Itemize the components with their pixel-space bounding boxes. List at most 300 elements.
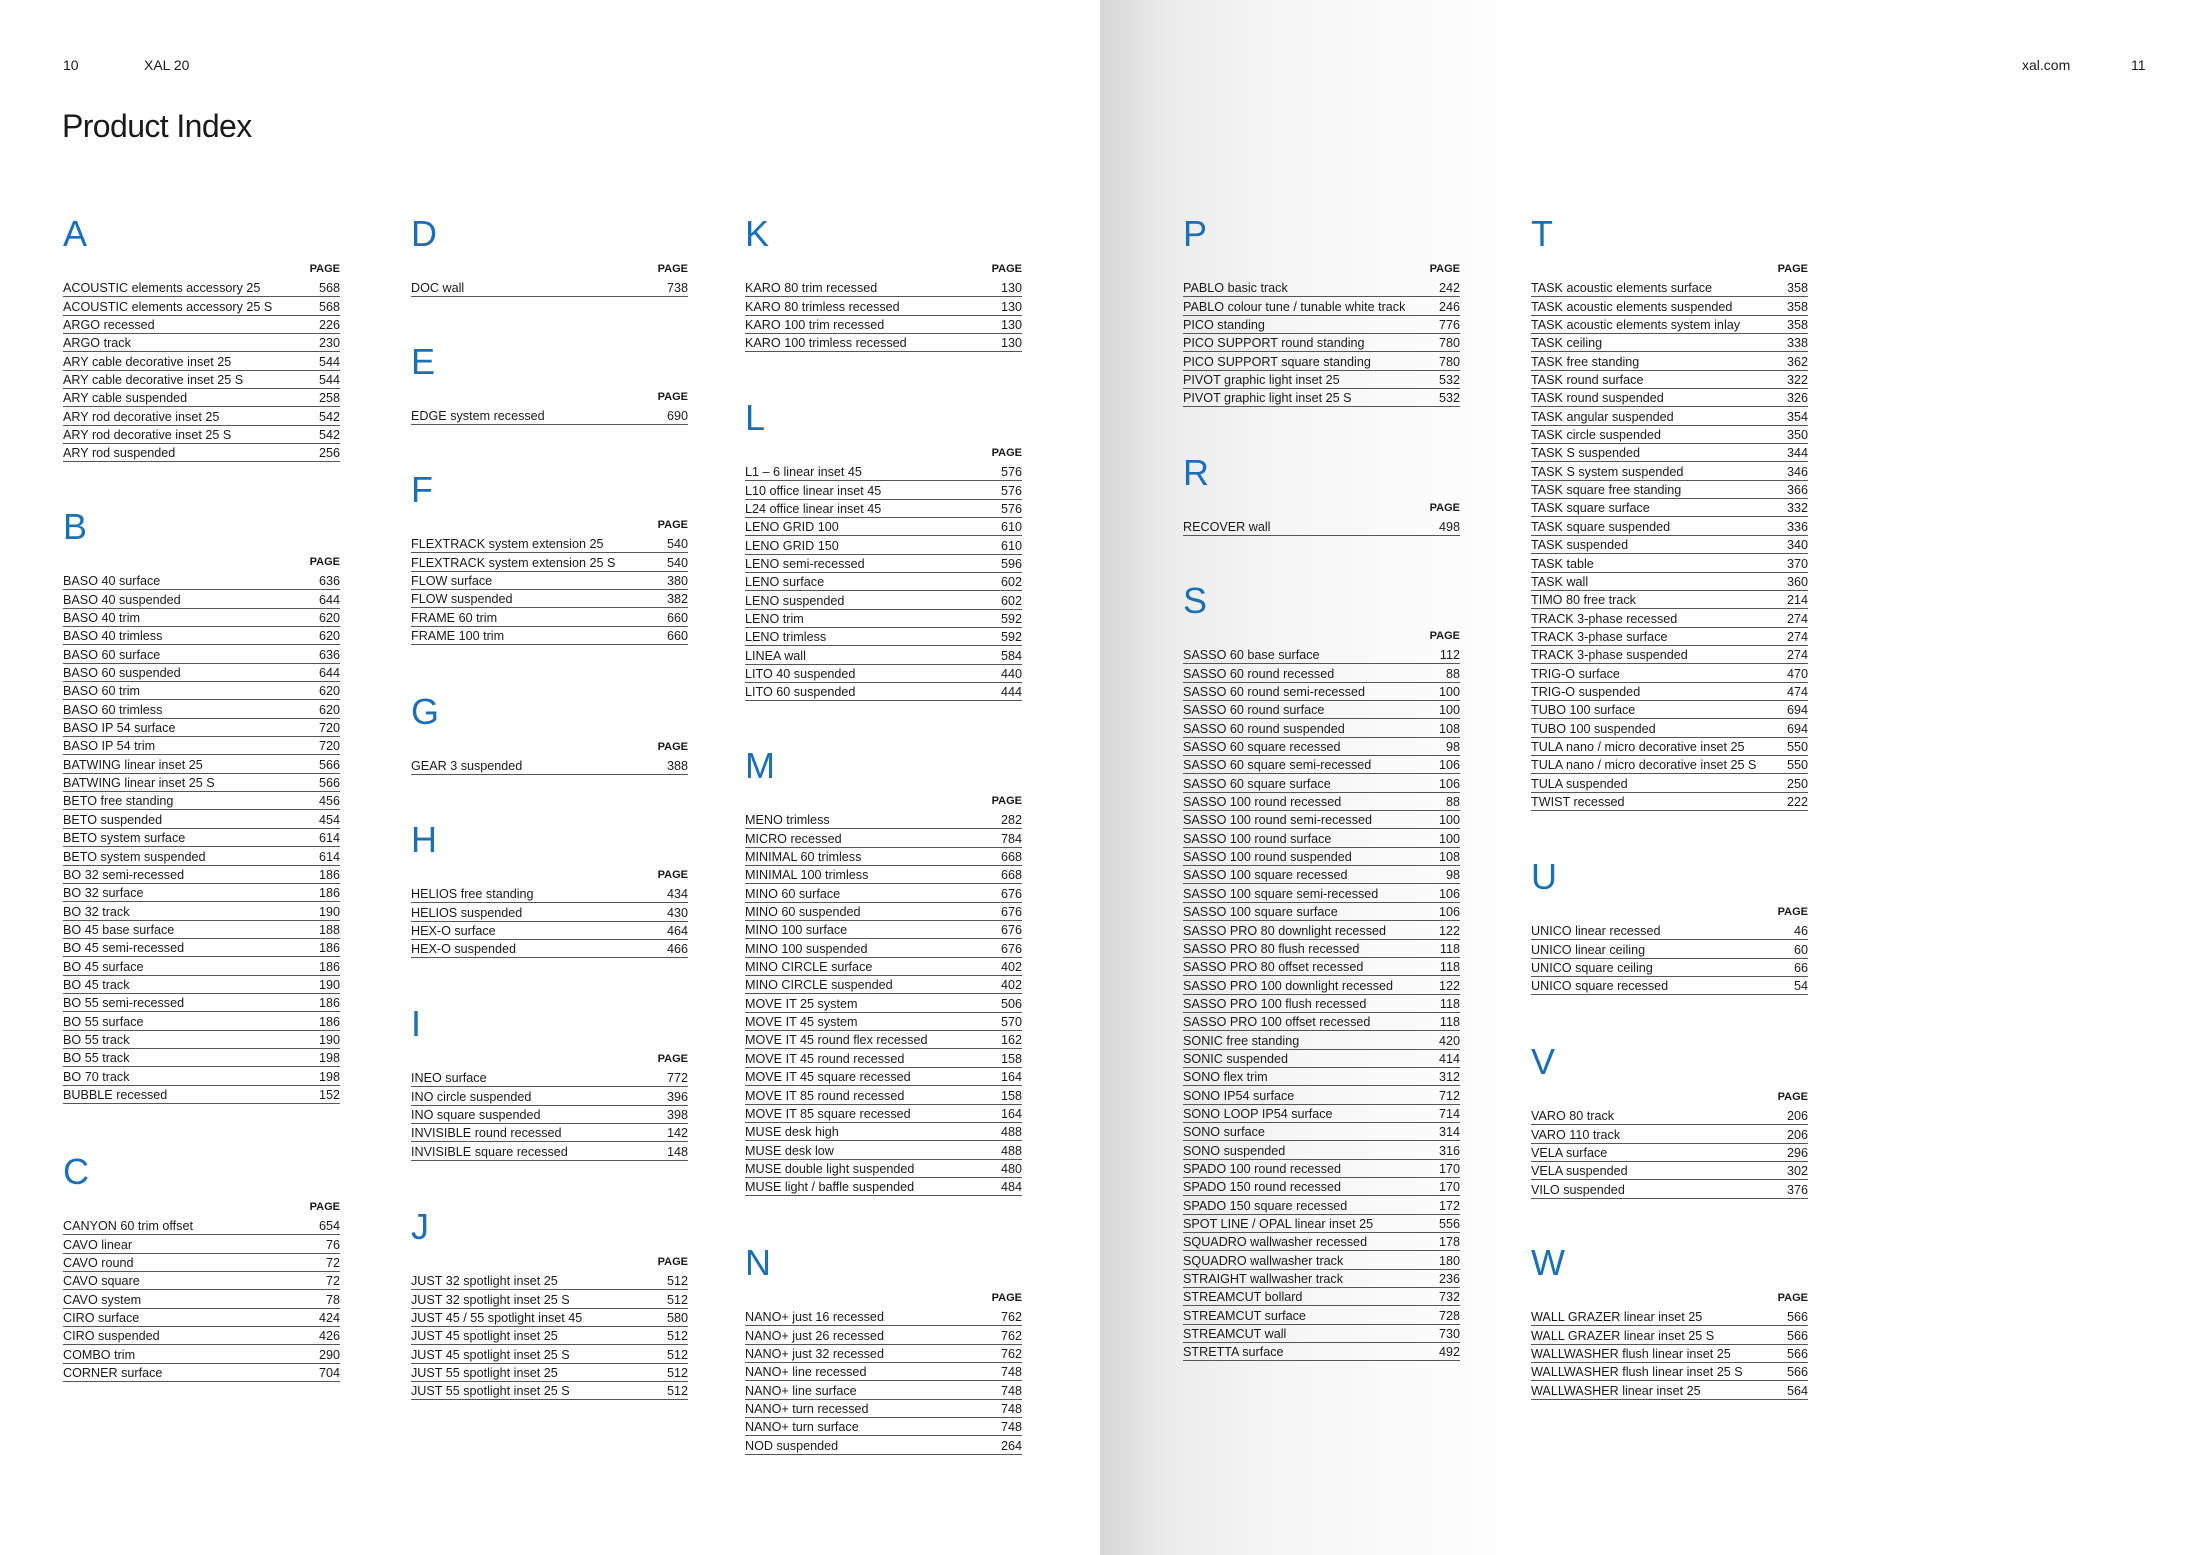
index-entry — [1531, 719, 1808, 737]
page-number: 290 — [318, 1347, 340, 1362]
section-letter: D — [411, 213, 437, 254]
product-name: TASK square free standing — [1531, 483, 1682, 498]
product-name: WALLWASHER flush linear inset 25 — [1531, 1347, 1731, 1362]
product-name: TASK acoustic elements system inlay — [1531, 318, 1741, 333]
page-number: 602 — [1000, 575, 1022, 590]
index-entry — [63, 1364, 340, 1382]
page-number: 424 — [318, 1311, 340, 1326]
product-name: SASSO 100 round recessed — [1183, 795, 1342, 810]
page-number: 118 — [1439, 960, 1460, 975]
page-number: 414 — [1438, 1051, 1460, 1066]
product-name: L1 – 6 linear inset 45 — [745, 465, 862, 480]
page-number: 326 — [1786, 391, 1808, 406]
product-name: MOVE IT 45 square recessed — [745, 1070, 911, 1085]
index-entry — [745, 1013, 1022, 1031]
product-name: STREAMCUT wall — [1183, 1327, 1287, 1342]
product-name: ARGO track — [63, 336, 131, 351]
page-column-header: PAGE — [1429, 630, 1460, 642]
index-entry — [63, 1272, 340, 1290]
page-column-header: PAGE — [309, 1201, 340, 1213]
index-entry — [63, 407, 340, 425]
product-name: JUST 55 spotlight inset 25 — [411, 1366, 558, 1381]
page-number: 152 — [318, 1087, 340, 1102]
product-name: BASO 60 trimless — [63, 702, 163, 717]
index-entry — [745, 811, 1022, 829]
page-number: 430 — [666, 905, 688, 920]
page-number: 566 — [318, 757, 340, 772]
product-name: LENO suspended — [745, 593, 845, 608]
product-name: TASK angular suspended — [1531, 409, 1674, 424]
section-letter: T — [1531, 213, 1553, 254]
index-entry — [1531, 426, 1808, 444]
index-entry — [63, 810, 340, 828]
product-name: FLOW suspended — [411, 592, 513, 607]
product-name: SASSO 60 base surface — [1183, 648, 1320, 663]
product-name: NANO+ turn surface — [745, 1420, 859, 1435]
product-name: NANO+ turn recessed — [745, 1402, 869, 1417]
index-entry — [411, 1142, 688, 1160]
index-entry — [63, 829, 340, 847]
index-entry — [63, 1254, 340, 1272]
page-number: 512 — [666, 1347, 688, 1362]
product-name: TASK circle suspended — [1531, 428, 1661, 443]
section-letter: U — [1531, 856, 1557, 897]
index-entry — [411, 1382, 688, 1400]
product-name: PABLO basic track — [1183, 281, 1288, 296]
product-name: MOVE IT 85 square recessed — [745, 1106, 911, 1121]
page-number: 566 — [1786, 1310, 1808, 1325]
page-number: 704 — [318, 1366, 340, 1381]
entry-list — [745, 1308, 1022, 1455]
page-number: 480 — [1000, 1161, 1022, 1176]
page-number: 544 — [318, 373, 340, 388]
product-name: INVISIBLE square recessed — [411, 1144, 568, 1159]
product-name: WALLWASHER linear inset 25 — [1531, 1383, 1701, 1398]
product-name: SASSO PRO 100 offset recessed — [1183, 1015, 1371, 1030]
index-entry — [745, 500, 1022, 518]
product-name: TASK square suspended — [1531, 519, 1671, 534]
page-number: 592 — [1000, 612, 1022, 627]
page-number: 492 — [1438, 1345, 1460, 1360]
index-entry — [1183, 866, 1460, 884]
index-entry — [745, 1381, 1022, 1399]
index-entry — [1183, 940, 1460, 958]
product-name: PICO SUPPORT round standing — [1183, 336, 1365, 351]
product-name: WALLWASHER flush linear inset 25 S — [1531, 1365, 1743, 1380]
page-number: 158 — [1000, 1051, 1022, 1066]
page-number: 190 — [318, 904, 340, 919]
product-name: LENO semi-recessed — [745, 557, 865, 572]
page-number: 198 — [318, 1051, 340, 1066]
page-number: 360 — [1786, 574, 1808, 589]
page-number: 186 — [318, 941, 340, 956]
product-name: SASSO 100 round semi-recessed — [1183, 813, 1372, 828]
index-entry — [745, 976, 1022, 994]
product-name: BO 55 semi-recessed — [63, 996, 185, 1011]
page-number: 620 — [318, 684, 340, 699]
entry-list — [1183, 646, 1460, 1361]
index-entry — [1183, 1233, 1460, 1251]
index-entry — [1531, 1107, 1808, 1125]
index-entry — [63, 1012, 340, 1030]
index-entry — [745, 1178, 1022, 1196]
page-number: 130 — [1000, 299, 1022, 314]
index-entry — [1531, 1363, 1808, 1381]
index-entry — [63, 1309, 340, 1327]
index-entry — [745, 316, 1022, 334]
page-number: 512 — [666, 1329, 688, 1344]
product-name: SASSO 60 round suspended — [1183, 721, 1345, 736]
page-number: 570 — [1000, 1015, 1022, 1030]
index-entry — [1531, 352, 1808, 370]
page-number: 540 — [666, 537, 688, 552]
index-entry — [745, 866, 1022, 884]
product-name: BASO 60 trim — [63, 684, 140, 699]
index-entry — [745, 1049, 1022, 1067]
index-entry — [745, 958, 1022, 976]
page-number: 188 — [318, 922, 340, 937]
page-number: 576 — [1000, 502, 1022, 517]
index-entry — [63, 755, 340, 773]
page-number: 444 — [1000, 685, 1022, 700]
page-number: 720 — [318, 721, 340, 736]
index-entry — [745, 683, 1022, 701]
product-name: JUST 55 spotlight inset 25 S — [411, 1384, 570, 1399]
page-number: 282 — [1000, 813, 1022, 828]
page-number: 564 — [1786, 1383, 1808, 1398]
product-name: BO 55 surface — [63, 1014, 144, 1029]
product-name: JUST 32 spotlight inset 25 — [411, 1274, 558, 1289]
index-entry — [1183, 664, 1460, 682]
page-number: 178 — [1438, 1235, 1460, 1250]
product-name: ARY cable suspended — [63, 391, 188, 406]
page-number: 72 — [325, 1256, 340, 1271]
page-number: 226 — [318, 318, 340, 333]
product-name: INO circle suspended — [411, 1089, 532, 1104]
index-entry — [63, 884, 340, 902]
page-number: 312 — [1438, 1070, 1460, 1085]
product-name: FLOW surface — [411, 574, 493, 589]
product-name: BO 32 track — [63, 904, 130, 919]
index-entry — [1183, 1325, 1460, 1343]
index-entry — [1183, 1050, 1460, 1068]
index-entry — [745, 1436, 1022, 1454]
page-number: 170 — [1438, 1180, 1460, 1195]
product-name: NANO+ just 16 recessed — [745, 1310, 884, 1325]
product-name: NANO+ just 32 recessed — [745, 1347, 884, 1362]
left-page-number: 10 — [63, 57, 79, 73]
page-column-header: PAGE — [1429, 263, 1460, 275]
page-number: 728 — [1438, 1308, 1460, 1323]
index-entry — [1183, 774, 1460, 792]
product-name: LENO trim — [745, 612, 804, 627]
page-number: 100 — [1438, 685, 1460, 700]
product-name: KARO 80 trim recessed — [745, 281, 878, 296]
index-entry — [63, 1327, 340, 1345]
page-column-header: PAGE — [657, 869, 688, 881]
product-name: LITO 40 suspended — [745, 667, 856, 682]
product-name: SASSO 100 round suspended — [1183, 850, 1352, 865]
page-number: 732 — [1438, 1290, 1460, 1305]
page-number: 780 — [1438, 354, 1460, 369]
page-number: 470 — [1786, 666, 1808, 681]
page-number: 76 — [325, 1237, 340, 1252]
product-name: MINIMAL 60 trimless — [745, 850, 862, 865]
product-name: SASSO 60 round surface — [1183, 703, 1325, 718]
product-name: L24 office linear inset 45 — [745, 502, 882, 517]
product-name: ARY cable decorative inset 25 S — [63, 373, 244, 388]
index-entry — [63, 682, 340, 700]
product-name: SPADO 150 square recessed — [1183, 1198, 1348, 1213]
page-number: 46 — [1793, 924, 1808, 939]
product-name: UNICO square recessed — [1531, 979, 1669, 994]
product-name: NOD suspended — [745, 1438, 839, 1453]
section-letter: I — [411, 1003, 422, 1044]
index-entry — [1531, 517, 1808, 535]
product-name: DOC wall — [411, 281, 465, 296]
product-name: KARO 100 trim recessed — [745, 318, 885, 333]
page-number: 106 — [1438, 886, 1460, 901]
page-number: 164 — [1000, 1070, 1022, 1085]
product-name: BATWING linear inset 25 — [63, 757, 203, 772]
page-number: 596 — [1000, 557, 1022, 572]
product-name: BASO IP 54 trim — [63, 739, 156, 754]
index-entry — [63, 792, 340, 810]
product-name: BUBBLE recessed — [63, 1087, 168, 1102]
product-name: BETO system surface — [63, 831, 186, 846]
index-entry — [1183, 1086, 1460, 1104]
entry-list — [411, 407, 688, 425]
product-name: SONIC free standing — [1183, 1033, 1300, 1048]
index-entry — [745, 1345, 1022, 1363]
right-page-number: 11 — [2131, 57, 2146, 73]
section-letter: B — [63, 506, 88, 547]
index-entry — [1531, 499, 1808, 517]
section-letter: W — [1531, 1242, 1565, 1283]
index-entry — [411, 1106, 688, 1124]
index-entry — [1183, 1288, 1460, 1306]
product-name: MINO 100 surface — [745, 923, 848, 938]
entry-list — [1531, 1107, 1808, 1199]
index-entry — [1531, 573, 1808, 591]
index-entry — [63, 572, 340, 590]
product-name: ARY rod decorative inset 25 — [63, 409, 220, 424]
index-entry — [745, 1308, 1022, 1326]
product-name: BASO 60 surface — [63, 647, 161, 662]
page-number: 130 — [1000, 336, 1022, 351]
page-number: 720 — [318, 739, 340, 754]
page-number: 676 — [1000, 941, 1022, 956]
page-number: 344 — [1786, 446, 1808, 461]
page-number: 258 — [318, 391, 340, 406]
product-name: TULA suspended — [1531, 776, 1628, 791]
product-name: TIMO 80 free track — [1531, 593, 1636, 608]
page-column-header: PAGE — [309, 263, 340, 275]
page-column-header: PAGE — [1777, 906, 1808, 918]
index-entry — [1531, 1162, 1808, 1180]
product-name: MICRO recessed — [745, 831, 842, 846]
page-number: 550 — [1786, 758, 1808, 773]
page-number: 484 — [1000, 1180, 1022, 1195]
page-number: 198 — [318, 1069, 340, 1084]
index-entry — [63, 774, 340, 792]
page-number: 172 — [1438, 1198, 1460, 1213]
index-entry — [1531, 279, 1808, 297]
page-number: 130 — [1000, 318, 1022, 333]
product-name: HELIOS free standing — [411, 887, 534, 902]
index-entry — [63, 609, 340, 627]
product-name: VARO 110 track — [1531, 1127, 1621, 1142]
product-name: BO 45 base surface — [63, 922, 175, 937]
page-number: 314 — [1438, 1125, 1460, 1140]
index-entry — [1183, 646, 1460, 664]
index-entry — [1183, 1105, 1460, 1123]
index-entry — [411, 940, 688, 958]
product-name: FLEXTRACK system extension 25 S — [411, 555, 616, 570]
index-entry — [745, 1363, 1022, 1381]
page-number: 122 — [1438, 978, 1460, 993]
index-entry — [63, 426, 340, 444]
page-number: 488 — [1000, 1125, 1022, 1140]
product-name: MOVE IT 45 round flex recessed — [745, 1033, 928, 1048]
index-entry — [411, 572, 688, 590]
page-number: 512 — [666, 1366, 688, 1381]
product-name: TASK round surface — [1531, 373, 1644, 388]
index-entry — [1183, 1178, 1460, 1196]
page-column-header: PAGE — [991, 795, 1022, 807]
index-entry — [1531, 664, 1808, 682]
page-number: 340 — [1786, 538, 1808, 553]
product-name: UNICO linear recessed — [1531, 924, 1661, 939]
index-entry — [63, 645, 340, 663]
index-entry — [745, 921, 1022, 939]
product-name: TASK table — [1531, 556, 1594, 571]
index-entry — [1183, 371, 1460, 389]
index-entry — [63, 297, 340, 315]
entry-list — [1183, 279, 1460, 407]
page-column-header: PAGE — [1777, 1091, 1808, 1103]
product-name: SONO IP54 surface — [1183, 1088, 1295, 1103]
page-number: 506 — [1000, 996, 1022, 1011]
product-name: PIVOT graphic light inset 25 — [1183, 373, 1340, 388]
entry-list — [411, 1069, 688, 1161]
page-number: 762 — [1000, 1310, 1022, 1325]
page-number: 242 — [1438, 281, 1460, 296]
index-entry — [1531, 462, 1808, 480]
product-name: BASO 40 trim — [63, 611, 140, 626]
entry-list — [745, 463, 1022, 701]
index-entry — [411, 590, 688, 608]
product-name: MUSE light / baffle suspended — [745, 1180, 915, 1195]
entry-list — [1183, 518, 1460, 536]
product-name: BASO 60 suspended — [63, 666, 181, 681]
page-number: 100 — [1438, 813, 1460, 828]
page-column-header: PAGE — [657, 391, 688, 403]
page-number: 602 — [1000, 593, 1022, 608]
index-entry — [63, 719, 340, 737]
page-number: 112 — [1439, 648, 1460, 663]
product-name: VELA surface — [1531, 1146, 1608, 1161]
page-number: 338 — [1786, 336, 1808, 351]
page-number: 540 — [666, 555, 688, 570]
product-name: UNICO square ceiling — [1531, 961, 1653, 976]
page-number: 668 — [1000, 868, 1022, 883]
section-letter: P — [1183, 213, 1208, 254]
index-entry — [411, 1364, 688, 1382]
index-entry — [1531, 738, 1808, 756]
index-entry — [1183, 1306, 1460, 1324]
page-number: 748 — [1000, 1402, 1022, 1417]
index-entry — [1183, 683, 1460, 701]
product-name: LINEA wall — [745, 648, 806, 663]
page-number: 614 — [318, 849, 340, 864]
page-number: 440 — [1000, 667, 1022, 682]
product-name: BO 45 track — [63, 977, 130, 992]
page-number: 498 — [1438, 520, 1460, 535]
page-number: 398 — [666, 1108, 688, 1123]
product-name: SASSO 60 square recessed — [1183, 740, 1341, 755]
page-number: 148 — [666, 1144, 688, 1159]
product-name: TASK wall — [1531, 574, 1589, 589]
product-name: BETO suspended — [63, 812, 163, 827]
page-column-header: PAGE — [1777, 263, 1808, 275]
product-name: CORNER surface — [63, 1366, 163, 1381]
page-number: 302 — [1786, 1164, 1808, 1179]
index-entry — [1531, 959, 1808, 977]
page-number: 636 — [318, 574, 340, 589]
right-site-label: xal.com — [2022, 57, 2071, 73]
page-number: 230 — [318, 336, 340, 351]
section-letter: A — [63, 213, 88, 254]
index-entry — [745, 334, 1022, 352]
page-number: 98 — [1445, 868, 1460, 883]
product-name: BASO IP 54 surface — [63, 721, 176, 736]
product-name: BO 70 track — [63, 1069, 130, 1084]
page-column-header: PAGE — [1777, 1292, 1808, 1304]
page-number: 100 — [1438, 703, 1460, 718]
product-name: SONO LOOP IP54 surface — [1183, 1106, 1333, 1121]
page-number: 738 — [666, 281, 688, 296]
page-number: 426 — [318, 1329, 340, 1344]
product-name: SASSO 60 round recessed — [1183, 666, 1335, 681]
product-name: WALL GRAZER linear inset 25 — [1531, 1310, 1703, 1325]
entry-list — [1531, 279, 1808, 811]
index-entry — [745, 591, 1022, 609]
product-name: TUBO 100 surface — [1531, 703, 1636, 718]
page-number: 592 — [1000, 630, 1022, 645]
product-name: ACOUSTIC elements accessory 25 — [63, 281, 261, 296]
index-entry — [63, 664, 340, 682]
page-title: Product Index — [62, 108, 252, 144]
index-entry — [1531, 628, 1808, 646]
page-number: 162 — [1000, 1033, 1022, 1048]
index-entry — [63, 371, 340, 389]
page-number: 610 — [1000, 520, 1022, 535]
product-name: BO 55 track — [63, 1051, 130, 1066]
page-number: 644 — [318, 666, 340, 681]
product-name: BASO 40 trimless — [63, 629, 163, 644]
index-entry — [1183, 793, 1460, 811]
page-column-header: PAGE — [657, 263, 688, 275]
index-entry — [745, 628, 1022, 646]
page-number: 668 — [1000, 850, 1022, 865]
product-name: PICO SUPPORT square standing — [1183, 354, 1371, 369]
product-name: SASSO PRO 80 downlight recessed — [1183, 923, 1387, 938]
index-entry — [411, 1087, 688, 1105]
product-name: SASSO PRO 80 flush recessed — [1183, 941, 1360, 956]
entry-list — [63, 1217, 340, 1382]
product-name: TASK ceiling — [1531, 336, 1603, 351]
